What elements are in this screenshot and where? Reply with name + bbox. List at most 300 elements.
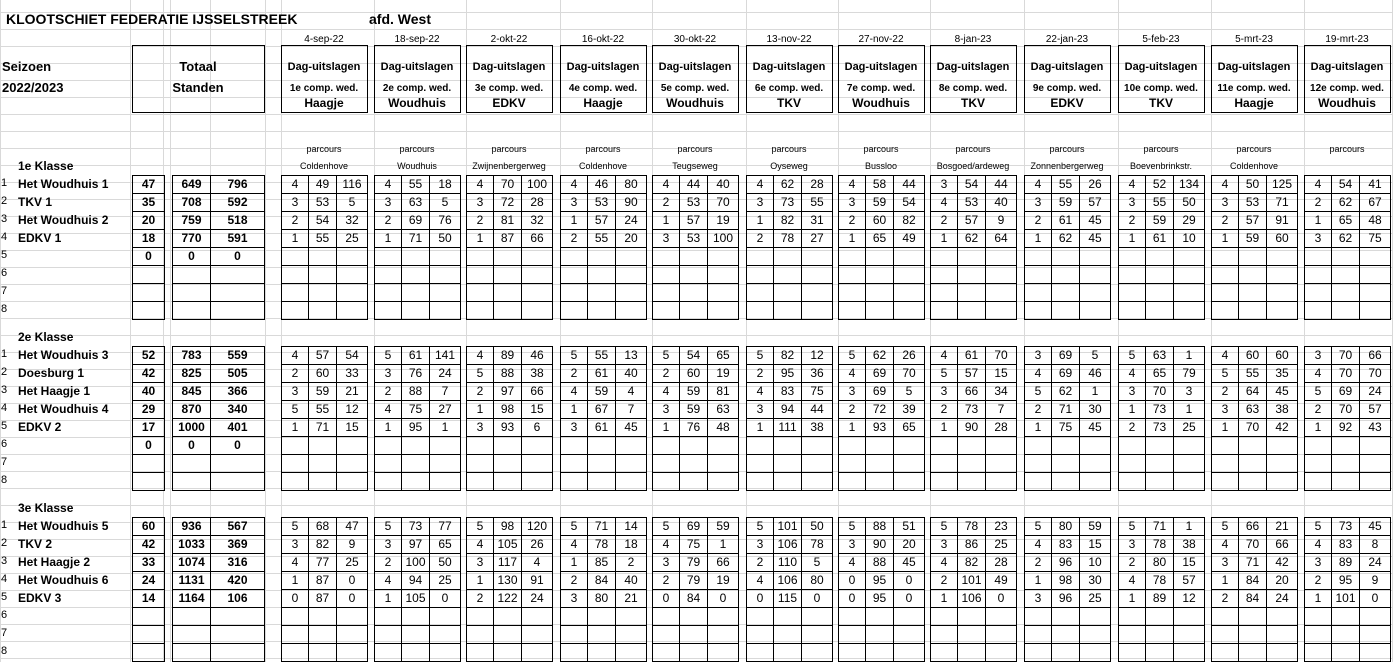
- comp-number-8: 8e comp. wed.: [938, 83, 1008, 94]
- result-points: 1: [1128, 591, 1136, 605]
- result-meters: 32: [530, 213, 544, 227]
- result-meters: 26: [530, 537, 544, 551]
- result-meters: 33: [345, 366, 359, 380]
- cell-border: [560, 643, 647, 644]
- cell-border: [132, 382, 165, 383]
- result-meters: 57: [1182, 573, 1196, 587]
- result-throws: 62: [1058, 384, 1073, 398]
- result-meters: 25: [1088, 591, 1102, 605]
- cell-border: [838, 400, 925, 401]
- cell-border: [1304, 229, 1391, 230]
- cell-border: [838, 193, 925, 194]
- result-throws: 59: [594, 384, 609, 398]
- result-points: 0: [848, 591, 856, 605]
- team-name: Het Woudhuis 4: [18, 402, 109, 416]
- result-meters: 24: [438, 366, 452, 380]
- result-points: 3: [1034, 348, 1042, 362]
- team-plus: 0: [234, 438, 241, 452]
- cell-border: [746, 301, 833, 302]
- result-throws: 54: [964, 177, 979, 191]
- result-meters: 5: [905, 384, 913, 398]
- cell-border: [172, 229, 265, 230]
- team-points: 33: [141, 555, 156, 569]
- comp-number-10: 10e comp. wed.: [1124, 83, 1198, 94]
- cell-border: [746, 265, 833, 266]
- cell-border: [1118, 45, 1205, 46]
- result-meters: 0: [348, 591, 356, 605]
- cell-border: [1304, 364, 1391, 365]
- season-label: Seizoen: [2, 59, 52, 74]
- rank-number: 5: [1, 420, 8, 432]
- result-meters: 14: [624, 519, 638, 533]
- result-throws: 94: [780, 402, 795, 416]
- cell-border: [374, 589, 461, 590]
- result-meters: 49: [994, 573, 1008, 587]
- cell-border: [838, 454, 925, 455]
- team-name: EDKV 1: [18, 231, 62, 245]
- team-points: 18: [141, 231, 156, 245]
- cell-border: [930, 301, 1017, 302]
- comp-date-8: 8-jan-23: [954, 34, 992, 45]
- result-points: 0: [662, 591, 670, 605]
- cell-border: [1024, 418, 1111, 419]
- result-points: 1: [1128, 231, 1136, 245]
- team-plus: 0: [234, 249, 241, 263]
- cell-border: [466, 211, 553, 212]
- result-meters: 70: [1368, 366, 1382, 380]
- cell-border: [172, 364, 265, 365]
- result-meters: 9: [997, 213, 1005, 227]
- result-points: 5: [570, 348, 578, 362]
- cell-border: [1118, 571, 1205, 572]
- result-points: 4: [1314, 177, 1322, 191]
- result-meters: 45: [902, 555, 916, 569]
- cell-border: [560, 490, 647, 491]
- result-meters: 45: [1088, 213, 1102, 227]
- team-name: TKV 2: [18, 537, 53, 551]
- comp-number-12: 12e comp. wed.: [1310, 83, 1384, 94]
- result-meters: 25: [438, 573, 452, 587]
- result-throws: 73: [408, 519, 423, 533]
- result-points: 5: [476, 519, 484, 533]
- result-points: 4: [756, 573, 764, 587]
- rank-number: 3: [1, 213, 8, 225]
- cell-border: [930, 382, 1017, 383]
- cell-border: [838, 535, 925, 536]
- cell-border: [838, 45, 925, 46]
- parcours-label-8: parcours: [955, 144, 991, 154]
- cell-border: [930, 112, 1017, 113]
- result-points: 4: [291, 177, 299, 191]
- cell-border: [1211, 364, 1298, 365]
- result-meters: 21: [624, 591, 638, 605]
- result-throws: 95: [872, 591, 887, 605]
- cell-border: [746, 283, 833, 284]
- gridline: [265, 0, 266, 662]
- gridline: [0, 641, 1393, 642]
- result-throws: 70: [1152, 384, 1167, 398]
- team-name: Doesburg 1: [18, 366, 85, 380]
- result-points: 3: [1314, 348, 1322, 362]
- result-throws: 78: [780, 231, 795, 245]
- team-total: 870: [181, 402, 202, 416]
- comp-host-2: Woudhuis: [388, 96, 446, 110]
- result-meters: 55: [810, 195, 824, 209]
- cell-border: [560, 400, 647, 401]
- comp-date-11: 5-mrt-23: [1235, 34, 1273, 45]
- team-points: 52: [141, 348, 156, 362]
- team-total: 770: [181, 231, 202, 245]
- result-points: 5: [291, 519, 299, 533]
- rank-number: 7: [1, 456, 8, 468]
- team-plus: 401: [227, 420, 248, 434]
- cell-border: [1024, 193, 1111, 194]
- cell-border: [560, 454, 647, 455]
- result-throws: 63: [408, 195, 423, 209]
- cell-border: [172, 490, 265, 491]
- cell-border: [1304, 454, 1391, 455]
- parcours-label-6: parcours: [771, 144, 807, 154]
- result-points: 4: [756, 177, 764, 191]
- gridline: [0, 131, 1393, 132]
- result-points: 3: [570, 591, 578, 605]
- team-points: 40: [141, 384, 156, 398]
- result-points: 2: [1034, 555, 1042, 569]
- result-meters: 1: [1185, 519, 1193, 533]
- result-throws: 65: [1338, 213, 1353, 227]
- result-meters: 46: [1088, 366, 1102, 380]
- result-meters: 25: [994, 537, 1008, 551]
- result-points: 1: [476, 573, 484, 587]
- team-name: EDKV 3: [18, 591, 62, 605]
- cell-border: [1024, 472, 1111, 473]
- result-points: 4: [940, 348, 948, 362]
- rank-number: 1: [1, 348, 8, 360]
- result-meters: 21: [1275, 519, 1289, 533]
- result-points: 5: [1314, 519, 1322, 533]
- team-points: 42: [141, 366, 156, 380]
- result-meters: 80: [624, 177, 638, 191]
- cell-border: [264, 45, 265, 113]
- result-meters: 4: [533, 555, 541, 569]
- result-meters: 91: [530, 573, 544, 587]
- result-meters: 20: [1275, 573, 1289, 587]
- result-throws: 86: [964, 537, 979, 551]
- result-points: 3: [756, 537, 764, 551]
- cell-border: [132, 175, 165, 176]
- team-name: Het Woudhuis 1: [18, 177, 109, 191]
- cell-border: [930, 319, 1017, 320]
- cell-border: [930, 247, 1017, 248]
- cell-border: [930, 535, 1017, 536]
- comp-dag-label-5: Dag-uitslagen: [658, 61, 732, 73]
- cell-border: [132, 112, 265, 113]
- cell-border: [838, 265, 925, 266]
- cell-border: [132, 45, 265, 46]
- cell-border: [172, 418, 265, 419]
- result-points: 1: [1034, 573, 1042, 587]
- cell-border: [560, 346, 647, 347]
- comp-date-6: 13-nov-22: [766, 34, 812, 45]
- result-meters: 30: [1088, 402, 1102, 416]
- result-meters: 3: [1185, 384, 1193, 398]
- cell-border: [1118, 589, 1205, 590]
- result-points: 2: [1034, 402, 1042, 416]
- cell-border: [838, 112, 925, 113]
- result-meters: 32: [345, 213, 359, 227]
- result-points: 4: [1221, 177, 1229, 191]
- cell-border: [746, 364, 833, 365]
- result-meters: 1: [441, 420, 449, 434]
- cell-border: [1118, 364, 1205, 365]
- cell-border: [1304, 436, 1391, 437]
- result-meters: 12: [810, 348, 824, 362]
- cell-border: [1024, 247, 1111, 248]
- result-meters: 42: [1275, 555, 1289, 569]
- result-meters: 12: [345, 402, 359, 416]
- comp-host-3: EDKV: [492, 96, 526, 110]
- comp-dag-label-3: Dag-uitslagen: [472, 61, 546, 73]
- cell-border: [374, 283, 461, 284]
- cell-border: [172, 175, 265, 176]
- result-points: 4: [1221, 348, 1229, 362]
- team-total: 708: [181, 195, 202, 209]
- result-throws: 84: [1245, 591, 1260, 605]
- cell-border: [466, 319, 553, 320]
- result-meters: 45: [1088, 420, 1102, 434]
- cell-border: [132, 535, 165, 536]
- result-meters: 71: [1275, 195, 1289, 209]
- result-meters: 1: [1185, 402, 1193, 416]
- gridline: [0, 658, 1393, 659]
- cell-border: [172, 346, 265, 347]
- result-points: 3: [662, 555, 670, 569]
- cell-border: [466, 436, 553, 437]
- gridline: [0, 29, 1393, 30]
- result-points: 1: [570, 213, 578, 227]
- gridline: [0, 267, 1393, 268]
- result-throws: 117: [497, 555, 518, 569]
- team-plus: 420: [227, 573, 248, 587]
- result-meters: 90: [624, 195, 638, 209]
- cell-border: [281, 211, 368, 212]
- result-points: 2: [1221, 213, 1229, 227]
- cell-border: [367, 45, 368, 113]
- cell-border: [281, 193, 368, 194]
- result-meters: 28: [530, 195, 544, 209]
- cell-border: [172, 643, 265, 644]
- result-meters: 91: [1275, 213, 1289, 227]
- cell-border: [560, 175, 647, 176]
- result-points: 4: [384, 177, 392, 191]
- result-meters: 45: [1275, 384, 1289, 398]
- cell-border: [1211, 643, 1298, 644]
- result-points: 4: [662, 384, 670, 398]
- result-points: 3: [476, 195, 484, 209]
- result-points: 4: [662, 537, 670, 551]
- cell-border: [281, 400, 368, 401]
- cell-border: [281, 418, 368, 419]
- result-meters: 38: [1275, 402, 1289, 416]
- cell-border: [132, 454, 165, 455]
- result-points: 3: [1128, 537, 1136, 551]
- cell-border: [652, 193, 739, 194]
- cell-border: [652, 418, 739, 419]
- result-points: 3: [1034, 195, 1042, 209]
- rank-number: 5: [1, 591, 8, 603]
- result-points: 4: [570, 537, 578, 551]
- comp-number-6: 6e comp. wed.: [754, 83, 824, 94]
- result-meters: 116: [342, 177, 362, 191]
- class-title-3: 3e Klasse: [18, 501, 74, 515]
- cell-border: [1118, 535, 1205, 536]
- result-points: 3: [662, 402, 670, 416]
- cell-border: [1118, 229, 1205, 230]
- result-meters: 65: [716, 348, 730, 362]
- cell-border: [930, 193, 1017, 194]
- cell-border: [172, 472, 265, 473]
- cell-border: [281, 625, 368, 626]
- parcours-label-3: parcours: [491, 144, 527, 154]
- result-throws: 57: [1245, 213, 1260, 227]
- cell-border: [1304, 45, 1391, 46]
- cell-border: [132, 553, 165, 554]
- result-meters: 9: [348, 537, 356, 551]
- result-throws: 97: [500, 384, 515, 398]
- season-years: 2022/2023: [2, 80, 64, 95]
- cell-border: [466, 265, 553, 266]
- result-points: 4: [1128, 573, 1136, 587]
- cell-border: [172, 319, 265, 320]
- comp-dag-label-4: Dag-uitslagen: [566, 61, 640, 73]
- cell-border: [652, 265, 739, 266]
- cell-border: [460, 45, 461, 113]
- result-throws: 55: [1058, 177, 1073, 191]
- cell-border: [746, 607, 833, 608]
- result-meters: 4: [627, 384, 635, 398]
- cell-border: [930, 472, 1017, 473]
- cell-border: [1024, 517, 1111, 518]
- result-throws: 73: [1152, 402, 1167, 416]
- cell-border: [1024, 436, 1111, 437]
- cell-border: [281, 229, 368, 230]
- result-meters: 36: [810, 366, 824, 380]
- cell-border: [838, 607, 925, 608]
- team-total: 845: [181, 384, 202, 398]
- parcours-location-1: Coldenhove: [299, 161, 349, 171]
- cell-border: [281, 346, 368, 347]
- cell-border: [560, 45, 647, 46]
- cell-border: [1024, 319, 1111, 320]
- result-meters: 20: [902, 537, 916, 551]
- result-throws: 93: [872, 420, 887, 434]
- result-points: 3: [291, 384, 299, 398]
- cell-border: [560, 364, 647, 365]
- cell-border: [930, 346, 1017, 347]
- team-plus: 796: [227, 177, 248, 191]
- cell-border: [374, 45, 461, 46]
- result-meters: 78: [810, 537, 824, 551]
- result-points: 5: [384, 519, 392, 533]
- result-points: 2: [1128, 555, 1136, 569]
- team-points: 14: [141, 591, 156, 605]
- cell-border: [746, 436, 833, 437]
- result-points: 2: [291, 366, 299, 380]
- result-points: 1: [1034, 420, 1042, 434]
- cell-border: [746, 382, 833, 383]
- cell-border: [466, 45, 553, 46]
- comp-date-3: 2-okt-22: [490, 34, 528, 45]
- cell-border: [838, 517, 925, 518]
- comp-dag-label-7: Dag-uitslagen: [844, 61, 918, 73]
- cell-border: [132, 319, 165, 320]
- result-points: 2: [476, 591, 484, 605]
- cell-border: [746, 211, 833, 212]
- result-throws: 82: [315, 537, 330, 551]
- result-throws: 101: [1335, 591, 1356, 605]
- result-points: 1: [1128, 402, 1136, 416]
- cell-border: [560, 283, 647, 284]
- cell-border: [374, 472, 461, 473]
- cell-border: [746, 418, 833, 419]
- cell-border: [132, 247, 165, 248]
- result-points: 2: [570, 573, 578, 587]
- result-throws: 101: [777, 519, 798, 533]
- team-name: Het Woudhuis 2: [18, 213, 109, 227]
- result-points: 1: [1221, 231, 1229, 245]
- result-points: 2: [848, 213, 856, 227]
- totals-header-standen: Standen: [172, 80, 224, 95]
- rank-number: 1: [1, 177, 8, 189]
- gridline: [0, 46, 1393, 47]
- result-points: 3: [1314, 555, 1322, 569]
- result-meters: 24: [530, 591, 544, 605]
- cell-border: [132, 517, 165, 518]
- result-points: 2: [384, 384, 392, 398]
- result-meters: 0: [905, 573, 913, 587]
- cell-border: [838, 643, 925, 644]
- result-throws: 49: [315, 177, 330, 191]
- cell-border: [281, 535, 368, 536]
- cell-border: [466, 625, 553, 626]
- result-points: 4: [848, 177, 856, 191]
- result-points: 1: [291, 573, 299, 587]
- result-throws: 63: [1152, 348, 1167, 362]
- cell-border: [1304, 319, 1391, 320]
- result-throws: 73: [964, 402, 979, 416]
- cell-border: [132, 193, 165, 194]
- cell-border: [1118, 643, 1205, 644]
- result-meters: 23: [994, 519, 1008, 533]
- result-meters: 24: [1368, 555, 1382, 569]
- cell-border: [1024, 211, 1111, 212]
- cell-border: [930, 211, 1017, 212]
- team-total: 1033: [178, 537, 205, 551]
- cell-border: [281, 364, 368, 365]
- result-meters: 45: [624, 420, 638, 434]
- result-throws: 69: [686, 519, 701, 533]
- cell-border: [172, 454, 265, 455]
- cell-border: [281, 454, 368, 455]
- cell-border: [374, 319, 461, 320]
- cell-border: [281, 553, 368, 554]
- result-meters: 7: [997, 402, 1005, 416]
- result-points: 3: [1314, 231, 1322, 245]
- result-points: 3: [662, 231, 670, 245]
- cell-border: [281, 571, 368, 572]
- rank-number: 4: [1, 573, 8, 585]
- result-throws: 69: [1058, 348, 1073, 362]
